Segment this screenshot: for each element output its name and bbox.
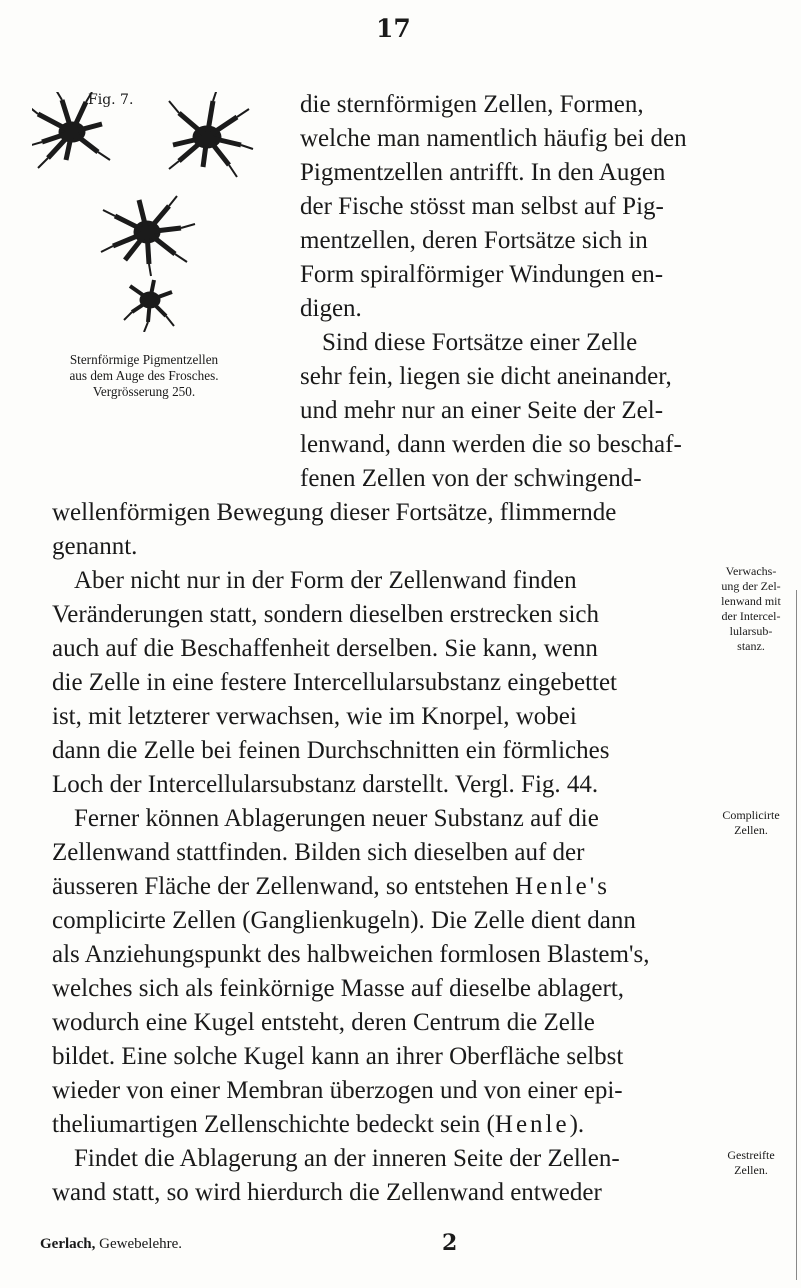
margin-note-line: lularsub- <box>729 624 773 638</box>
text-line <box>52 872 610 902</box>
text-line: Zellenwand stattfinden. Bilden sich dieselben auf der <box>52 839 585 866</box>
text-line: mentzellen, deren Fortsätze sich in <box>300 227 648 254</box>
text-line: Ferner können Ablagerungen neuer Substanz auf die <box>74 805 599 832</box>
text-line: wieder von einer Membran überzogen und von einer epi- <box>52 1077 623 1104</box>
text-line: Pigmentzellen antrifft. In den Augen <box>300 159 666 186</box>
margin-note <box>708 1148 794 1178</box>
caption-line: Sternförmige Pigmentzellen <box>69 352 219 367</box>
text-line: wodurch eine Kugel entsteht, deren Centrum die Zelle <box>52 1009 595 1036</box>
text-line: Veränderungen statt, sondern dieselben erstrecken sich <box>52 601 600 628</box>
margin-note-line: Zellen. <box>734 823 768 837</box>
text-line <box>52 1110 584 1140</box>
text-line: lenwand, dann werden die so beschaf- <box>300 431 682 458</box>
margin-note <box>708 808 794 838</box>
text-line: Form spiralförmiger Windungen en- <box>300 261 664 288</box>
footer-title: Gewebelehre. <box>99 1236 183 1252</box>
footer-signature: 2 <box>442 1230 458 1256</box>
margin-note-line: stanz. <box>737 639 765 653</box>
margin-note-line: lenwand mit <box>721 594 781 608</box>
text-line: die Zelle in eine festere Intercellularsubstanz eingebettet <box>52 669 618 696</box>
page-footer <box>40 1236 182 1253</box>
margin-note-line: ung der Zel- <box>721 579 781 593</box>
author-name-henle: Henle <box>494 1111 570 1138</box>
text-line: bildet. Eine solche Kugel kann an ihrer Oberfläche selbst <box>52 1043 624 1070</box>
text-line: wand statt, so wird hierdurch die Zellenwand entweder <box>52 1179 602 1206</box>
margin-note-line: Verwachs- <box>725 564 777 578</box>
caption-line: Vergrösserung 250. <box>92 384 196 399</box>
text-line: Findet die Ablagerung an der inneren Seite der Zellen- <box>74 1145 620 1172</box>
pigment-cells-illustration <box>32 92 282 332</box>
margin-note-line: der Intercel- <box>721 609 781 623</box>
text-span: ). <box>569 1111 585 1138</box>
text-line: genannt. <box>52 533 138 560</box>
text-line: der Fische stösst man selbst auf Pig- <box>300 193 664 220</box>
text-line: auch auf die Beschaffenheit derselben. Sie kann, wenn <box>52 635 598 662</box>
text-line: Sind diese Fortsätze einer Zelle <box>322 329 638 356</box>
caption-line: aus dem Auge des Frosches. <box>69 368 219 383</box>
text-line: welches sich als feinkörnige Masse auf dieselbe ablagert, <box>52 975 625 1002</box>
text-line: digen. <box>300 295 362 322</box>
text-line: sehr fein, liegen sie dicht aneinander, <box>300 363 672 390</box>
text-line: welche man namentlich häufig bei den <box>300 125 687 152</box>
text-span: theliumartigen Zellenschichte bedeckt sein ( <box>52 1111 495 1138</box>
text-line: dann die Zelle bei feinen Durchschnitten ein förmliches <box>52 737 610 764</box>
margin-note-line: Complicirte <box>722 808 780 822</box>
text-line: die sternförmigen Zellen, Formen, <box>300 91 644 118</box>
page-edge-line <box>796 590 797 1280</box>
text-line: complicirte Zellen (Ganglienkugeln). Die Zelle dient dann <box>52 907 636 934</box>
page-number: 17 <box>376 14 411 43</box>
text-line: Loch der Intercellularsubstanz darstellt. Vergl. Fig. 44. <box>52 771 599 798</box>
text-span: äusseren Fläche der Zellenwand, so entstehen <box>52 873 509 900</box>
text-line: wellenförmigen Bewegung dieser Fortsätze, flimmernde <box>52 499 617 526</box>
figure-label: Fig. 7. <box>88 92 134 108</box>
text-line: als Anziehungspunkt des halbweichen formlosen Blastem's, <box>52 941 650 968</box>
margin-note <box>708 564 794 654</box>
footer-author: Gerlach, <box>40 1236 96 1252</box>
text-line: und mehr nur an einer Seite der Zel- <box>300 397 664 424</box>
author-name-henle: Henle's <box>515 873 610 900</box>
text-line: ist, mit letzterer verwachsen, wie im Knorpel, wobei <box>52 703 577 730</box>
margin-note-line: Zellen. <box>734 1163 768 1177</box>
margin-note-line: Gestreifte <box>727 1148 775 1162</box>
text-line: fenen Zellen von der schwingend- <box>300 465 642 492</box>
figure-caption <box>14 352 274 400</box>
text-line: Aber nicht nur in der Form der Zellenwand finden <box>74 567 577 594</box>
